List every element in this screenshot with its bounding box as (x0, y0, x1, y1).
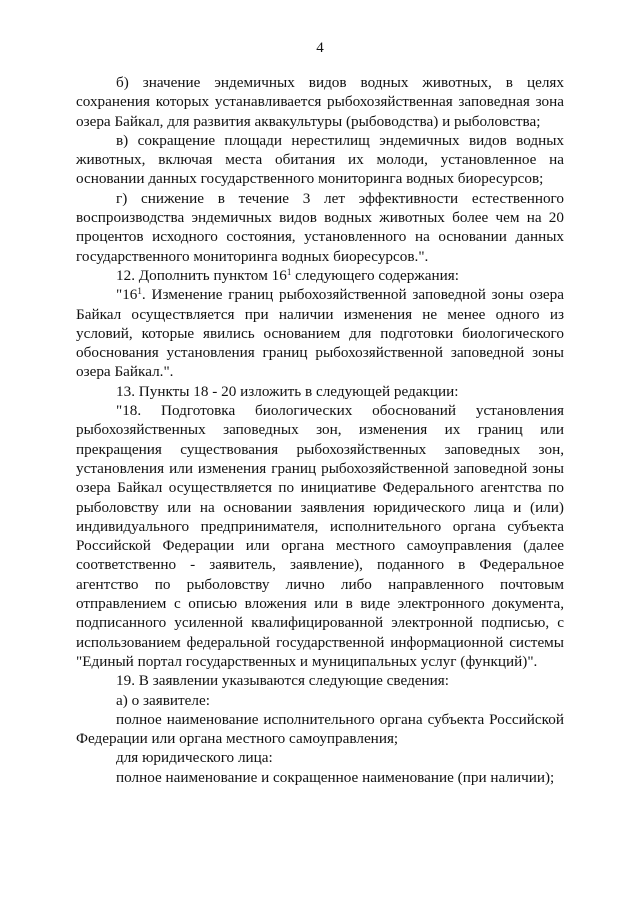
paragraph-clause-19: 19. В заявлении указываются следующие сведения: (116, 672, 449, 690)
page-number: 4 (316, 40, 324, 56)
paragraph-full-and-short-name: полное наименование и сокращенное наименование (при наличии); (116, 768, 555, 786)
paragraph-item-g: г) снижение в течение 3 лет эффективности естественного воспроизводства эндемичных видов водных животных более чем на 20 процентов исходного состояния, установленного на основании данных государственного мониторинга водных биоресурсов.". (76, 189, 564, 265)
paragraph-amendment-12-text-end: следующего содержания: (291, 266, 459, 284)
superscript-index: 1 (137, 286, 142, 297)
paragraph-item-a: а) о заявителе: (116, 691, 210, 709)
paragraph-amendment-12-text: 12. Дополнить пунктом 16 (116, 266, 287, 284)
paragraph-amendment-12 (76, 266, 564, 285)
clause-16-1-number: "16 (116, 286, 138, 304)
clause-16-1-text: . Изменение границ рыбохозяйственной заповедной зоны озера Байкал осуществляется при наличии изменения не менее одного из условий, которые явились основанием для подготовки биологического обоснования установления границ рыбохозяйственной заповедной зоны озера Байкал.". (76, 286, 564, 381)
paragraph-legal-entity: для юридического лица: (116, 749, 273, 767)
paragraph-item-b: б) значение эндемичных видов водных животных, в целях сохранения которых устанавливается рыбохозяйственная заповедная зона озера Байкал, для развития аквакультуры (рыбоводства) и рыболовства; (76, 74, 564, 130)
paragraph-clause-18: "18. Подготовка биологических обоснований установления рыбохозяйственных заповедных зон, изменения их границ или прекращения существования рыбохозяйственных заповедных зон, установления или изменения границ рыбохозяйственной заповедной зоны озера Байкал осуществляется по инициативе Федерального агентства по рыболовству или на основании заявления юридического лица и (или) индивидуального предпринимателя, исполнительного органа субъекта Российской Федерации или органа местного самоуправления (далее соответственно - заявитель, заявление), поданного в Федеральное агентство по рыболовству лично либо направленного почтовым отправлением с описью вложения или в виде электронного документа, подписанного усиленной квалифицированной электронной подписью, с использованием федеральной государственной информационной системы "Единый портал государственных и муниципальных услуг (функций)". (76, 402, 564, 670)
paragraph-item-v: в) сокращение площади нерестилищ эндемичных видов водных животных, включая места обитания их молоди, установленное на основании данных государственного мониторинга водных биоресурсов; (76, 131, 564, 188)
paragraph-executive-body-name: полное наименование исполнительного органа субъекта Российской Федерации или органа местного самоуправления; (76, 710, 564, 748)
document-body (76, 73, 564, 787)
paragraph-amendment-13: 13. Пункты 18 - 20 изложить в следующей редакции: (116, 382, 459, 400)
superscript-index: 1 (286, 266, 292, 277)
paragraph-clause-16-1 (76, 285, 564, 381)
